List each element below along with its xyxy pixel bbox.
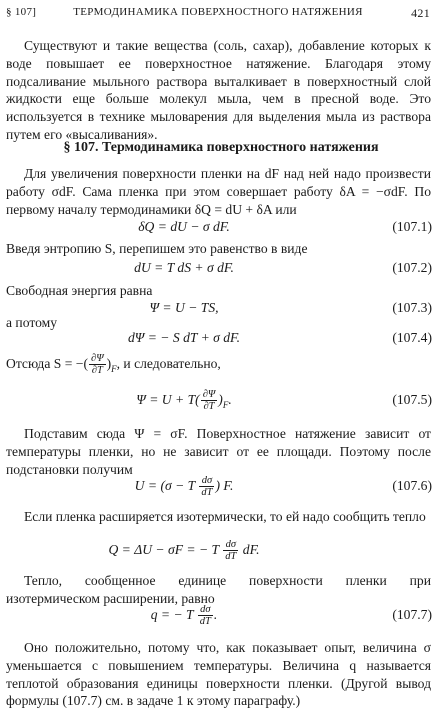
subscript: F (222, 400, 229, 410)
equation-number: (107.3) (392, 300, 432, 315)
fraction-numerator: dσ (223, 539, 238, 551)
fraction (199, 475, 214, 498)
paragraph-isothermal: Если пленка расширяется изотермически, то ей надо сообщить тепло (24, 509, 426, 524)
equation-107-2 (6, 256, 432, 280)
fraction-numerator: ∂Ψ (202, 389, 216, 401)
fraction-numerator: dσ (198, 604, 213, 616)
equation-formula: q = − T $\frac{d\sigma}{dT}$ . (150, 604, 218, 628)
paragraph-substitute: Подставим сюда Ψ = σF. Поверхностное натяжение зависит от температуры пленки, но не зависит от ее площади. Поэтому после подстановки получим (6, 426, 431, 477)
fraction-denominator: dT (225, 551, 237, 563)
fraction-numerator: dσ (199, 475, 214, 487)
intro-paragraph: Существуют и такие вещества (соль, сахар), добавление которых к воде повышает ее поверхностное натяжение. Благодаря этому подсаливание мыльного раствора выталкивает в поверхностный слой жидкости еще больше молекул мыла, чем в пресной воде. Это используется в технике мыловарения для выделения мыла из раствора путем его «высаливания». (6, 38, 431, 142)
paragraph-conclusion: Оно положительно, потому что, как показывает опыт, величина σ уменьшается с повышением температуры. Величина q называется теплотой образования единицы поверхности пленки. (Другой вывод формулы (107.7) см. в задаче 1 к этому параграфу.) (6, 640, 431, 709)
fraction (198, 604, 213, 627)
equation-number: (107.7) (392, 607, 432, 622)
equation-107-1 (6, 215, 432, 239)
fraction-denominator: dT (201, 487, 213, 499)
paragraph-entropy: Введя энтропию S, перепишем это равенство в виде (6, 241, 308, 256)
equation-formula: Ψ = U − TS, (149, 300, 219, 315)
equation-formula: U = (σ − T $\frac{d\sigma}{dT}$ ) F. (134, 475, 234, 499)
fraction-denominator: ∂T (91, 365, 103, 377)
equation-formula: Q = ΔU − σF = − T $\frac{d\sigma}{dT}$ dF. (108, 539, 260, 563)
paragraph-work: Для увеличения поверхности пленки на dF над ней надо произвести работу σdF. Сама пленка при этом совершает работу δA = −σdF. По первому началу термодинамики δQ = dU + δA или (6, 166, 431, 217)
equation-number: (107.1) (392, 219, 432, 234)
equation-heat (6, 536, 432, 564)
paragraph-free-energy: Свободная энергия равна (6, 283, 153, 298)
paragraph-hence: Отсюда S = −( $\frac{\partial\Psi}{\partial T}$ )$_F$, и следовательно, (6, 353, 221, 377)
fraction (201, 389, 218, 412)
paragraph-unit-heat: Тепло, сообщенное единице поверхности пленки при изотермическом расширении, равно (6, 573, 431, 606)
running-header (6, 6, 430, 22)
equation-number: (107.6) (392, 478, 432, 493)
page-number: 421 (411, 6, 430, 20)
fraction-denominator: dT (199, 616, 211, 628)
equation-107-4 (6, 326, 432, 350)
subscript: F (111, 364, 117, 374)
equation-formula: δQ = dU − σ dF. (138, 219, 230, 234)
header-title: ТЕРМОДИНАМИКА ПОВЕРХНОСТНОГО НАТЯЖЕНИЯ (73, 6, 363, 18)
equation-formula: Ψ = U + T( $\frac{\partial\Psi}{\partial T}$ )$_F$. (136, 389, 232, 413)
equation-107-5 (6, 385, 432, 415)
fraction (89, 353, 106, 376)
header-section: § 107] (6, 6, 37, 18)
equation-formula: dU = T dS + σ dF. (134, 260, 234, 275)
fraction-numerator: ∂Ψ (91, 353, 104, 365)
equation-number: (107.2) (392, 260, 432, 275)
equation-number: (107.5) (392, 392, 432, 407)
equation-number: (107.4) (392, 330, 432, 345)
equation-formula: dΨ = − S dT + σ dF. (127, 330, 241, 345)
fraction (223, 539, 238, 562)
fraction-denominator: ∂T (203, 401, 215, 413)
paragraph-therefore: а потому (6, 315, 58, 330)
hence-suffix: , и следовательно, (116, 356, 221, 371)
section-heading: § 107. Термодинамика поверхностного натяжения (63, 140, 379, 155)
hence-prefix: Отсюда S = − (6, 356, 84, 371)
equation-107-7 (6, 601, 432, 629)
equation-107-6 (6, 472, 432, 500)
